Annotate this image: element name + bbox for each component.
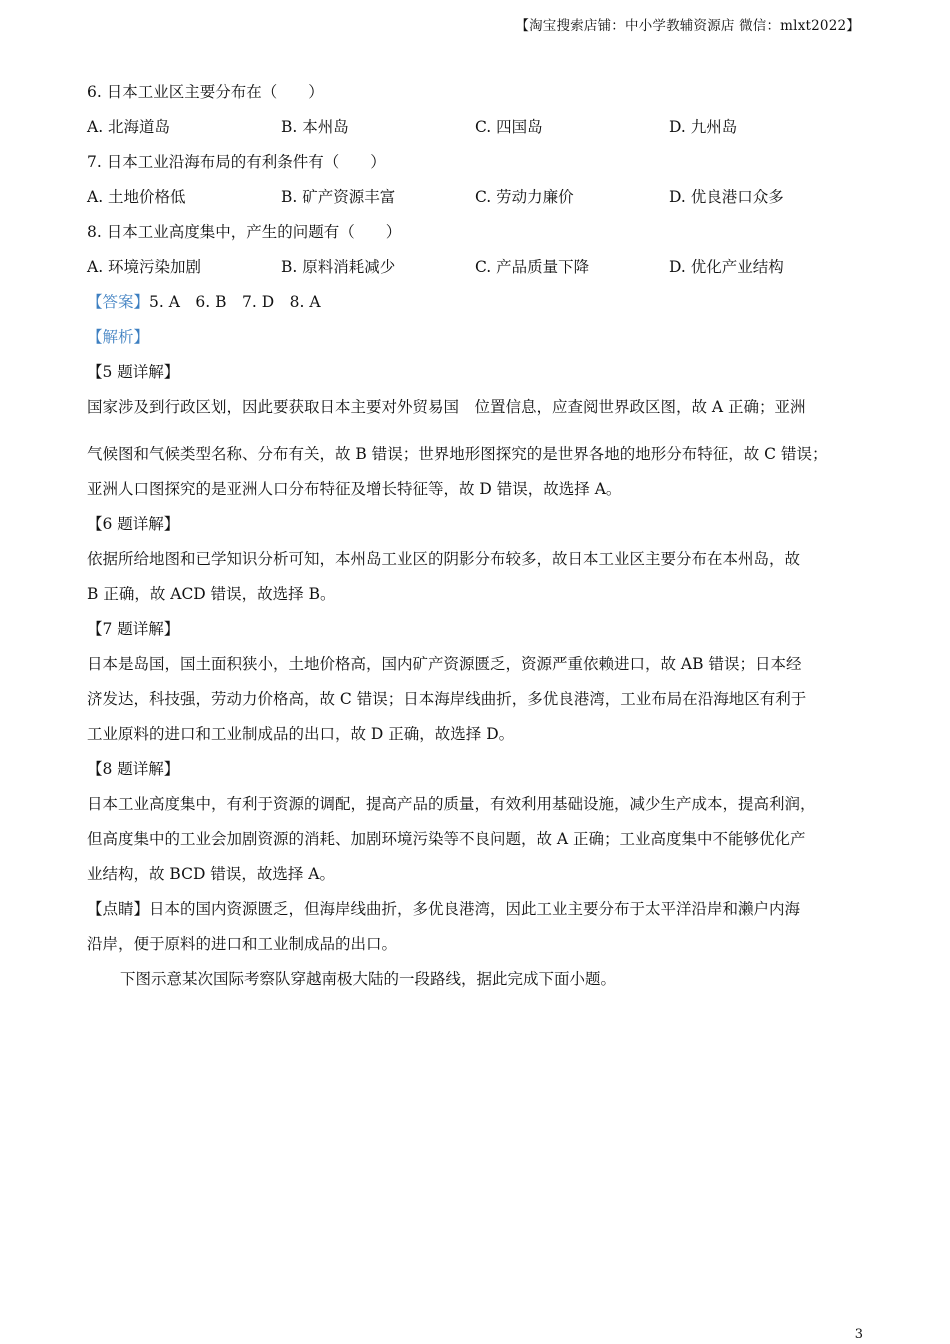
answer-text: 5. A 6. B 7. D 8. A bbox=[149, 293, 321, 311]
detail-8-title: 【8 题详解】 bbox=[87, 760, 180, 778]
detail-5-line: 国家涉及到行政区划，因此要获取日本主要对外贸易国 位置信息，应查阅世界政区图，故 A 正确；亚洲 bbox=[87, 398, 806, 416]
pointer-line: 沿岸，便于原料的进口和工业制成品的出口。 bbox=[87, 935, 398, 953]
answer-tag: 【答案】 bbox=[87, 293, 150, 311]
analysis-tag: 【解析】 bbox=[87, 328, 150, 346]
option-a: A. 北海道岛 bbox=[87, 118, 171, 136]
option-b: B. 原料消耗减少 bbox=[281, 258, 396, 276]
next-question-intro: 下图示意某次国际考察队穿越南极大陆的一段路线，据此完成下面小题。 bbox=[120, 970, 617, 988]
detail-6-line: B 正确，故 ACD 错误，故选择 B。 bbox=[87, 585, 336, 603]
option-c: C. 劳动力廉价 bbox=[475, 188, 574, 206]
detail-8-line: 但高度集中的工业会加剧资源的消耗、加剧环境污染等不良问题，故 A 正确；工业高度集中不能够优化产 bbox=[87, 830, 806, 848]
detail-7-line: 日本是岛国，国土面积狭小，土地价格高，国内矿产资源匮乏，资源严重依赖进口，故 AB 错误；日本经 bbox=[87, 655, 802, 673]
detail-6-line: 依据所给地图和已学知识分析可知，本州岛工业区的阴影分布较多，故日本工业区主要分布在本州岛，故 bbox=[87, 550, 801, 568]
question-7-stem: 7. 日本工业沿海布局的有利条件有（ ） bbox=[87, 153, 386, 171]
option-b: B. 矿产资源丰富 bbox=[281, 188, 396, 206]
detail-7-line: 济发达，科技强，劳动力价格高，故 C 错误；日本海岸线曲折，多优良港湾，工业布局在沿海地区有利于 bbox=[87, 690, 807, 708]
option-a: A. 土地价格低 bbox=[87, 188, 186, 206]
option-c: C. 四国岛 bbox=[475, 118, 543, 136]
question-8-options bbox=[87, 253, 877, 288]
option-a: A. 环境污染加剧 bbox=[87, 258, 202, 276]
detail-5-line: 亚洲人口图探究的是亚洲人口分布特征及增长特征等，故 D 错误，故选择 A。 bbox=[87, 480, 622, 498]
question-6-options bbox=[87, 113, 877, 148]
pointer-line: 【点睛】日本的国内资源匮乏，但海岸线曲折，多优良港湾，因此工业主要分布于太平洋沿岸和濑户内海 bbox=[87, 900, 801, 918]
option-d: D. 优化产业结构 bbox=[669, 258, 784, 276]
option-d: D. 九州岛 bbox=[669, 118, 738, 136]
detail-8-line: 日本工业高度集中，有利于资源的调配，提高产品的质量，有效利用基础设施，减少生产成本，提高利润， bbox=[87, 795, 816, 813]
detail-7-title: 【7 题详解】 bbox=[87, 620, 180, 638]
document-body bbox=[87, 78, 877, 1000]
page-number: 3 bbox=[854, 1327, 863, 1342]
detail-5-line: 气候图和气候类型名称、分布有关，故 B 错误；世界地形图探究的是世界各地的地形分布特征，故 C 错误； bbox=[87, 445, 828, 463]
option-c: C. 产品质量下降 bbox=[475, 258, 590, 276]
answer-line bbox=[87, 288, 877, 323]
question-7-options bbox=[87, 183, 877, 218]
option-d: D. 优良港口众多 bbox=[669, 188, 784, 206]
detail-8-line: 业结构，故 BCD 错误，故选择 A。 bbox=[87, 865, 335, 883]
option-b: B. 本州岛 bbox=[281, 118, 349, 136]
detail-5-title: 【5 题详解】 bbox=[87, 363, 180, 381]
question-6-stem: 6. 日本工业区主要分布在（ ） bbox=[87, 83, 324, 101]
detail-6-title: 【6 题详解】 bbox=[87, 515, 180, 533]
question-8-stem: 8. 日本工业高度集中，产生的问题有（ ） bbox=[87, 223, 402, 241]
page-header: 【淘宝搜索店铺：中小学教辅资源店 微信：mlxt2022】 bbox=[515, 18, 860, 34]
detail-7-line: 工业原料的进口和工业制成品的出口，故 D 正确，故选择 D。 bbox=[87, 725, 515, 743]
